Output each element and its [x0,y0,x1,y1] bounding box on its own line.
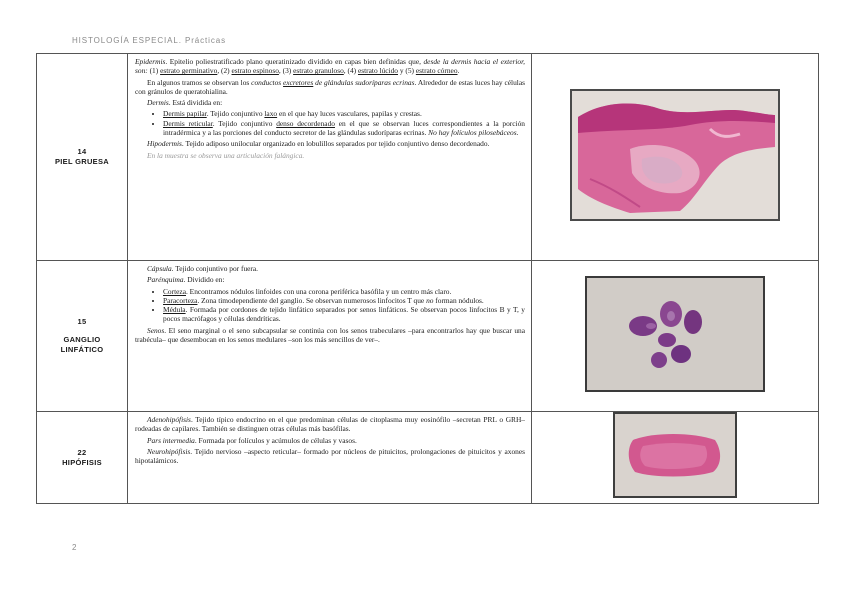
row-number: 14 [77,147,87,156]
senos-paragraph: Senos. El seno marginal o el seno subcapsular se continúa con los senos trabeculares –para encontrarlos hay que buscar una trabécula– que desembocan en los senos medulares –son los más sencillos de ver–. [135,325,525,345]
row-title: GANGLIO LINFÁTICO [60,335,104,354]
description-cell [128,261,532,412]
hipodermis-paragraph: Hipodermis. Tejido adiposo unilocular organizado en lobulillos separados por tejido conjuntivo denso decordenado. [147,139,490,149]
row-label-cell [37,261,128,412]
row-label-cell [37,412,128,504]
dermis-paragraph: Dermis. Está dividida en: [147,98,223,108]
running-header: HISTOLOGÍA ESPECIAL. Prácticas [72,36,227,45]
table-row [37,54,819,261]
row-label-cell [37,54,128,261]
description-cell [128,412,532,504]
tramos-paragraph: En algunos tramos se observan los conductos excretores de glándulas sudoríparas ecrinas. Alrededor de estas luces hay células con gránulos de queratohialina. [135,77,526,96]
image-cell [532,54,819,261]
row-number: 22 [77,447,87,457]
practice-table [36,53,819,504]
pars-paragraph: Pars intermedia. Formada por folículos y acúmulos de células y vasos. [147,435,357,445]
thick-skin-micrograph [570,89,780,221]
image-cell [532,412,819,504]
list-item: • Paracorteza. Zona timodependiente del ganglio. Se observan numerosos linfocitos T que no forman nódulos. [163,296,525,305]
sample-note: En la muestra se observa una articulación falángica. [147,150,305,160]
pituitary-slide [613,412,737,498]
row-title: HIPÓFISIS [62,457,102,467]
row-number: 15 [77,317,87,326]
list-item: • Dermis reticular. Tejido conjuntivo denso decordenado en el que se observan luces correspondientes a la porción intradérmica y a las porciones del conducto secretor de las glándulas sudoríparas ecrinas. No hay folículos pilosebáceos. [163,119,525,138]
epidermis-paragraph: Epidermis. Epitelio poliestratificado plano queratinizado dividido en capas bien definidas que, desde la dermis hacia el exterior, son: (1) estrato germinativo, (2) estrato espinoso, (3) estrato granuloso, (4) estrato lúcido y (5) estrato córneo. [135,57,526,76]
list-item: • Dermis papilar. Tejido conjuntivo laxo en el que hay luces vasculares, papilas y crestas. [163,109,525,118]
neurohipofisis-paragraph: Neurohipófisis. Tejido nervioso –aspecto reticular– formado por núcleos de pituicitos, prolongaciones de pituicitos y axones hipotalámicos. [135,446,525,466]
dermis-list [151,109,525,137]
lymph-node-slide [585,276,765,392]
image-cell [532,261,819,412]
description-cell [128,54,532,261]
adenohipofisis-paragraph: Adenohipófisis. Tejido típico endocrino en el que predominan células de citoplasma muy eosinófilo –secretan PRL o GRH– rodeadas de capilares. También se distinguen otras células más basófilas. [135,415,525,434]
table-row [37,261,819,412]
parenquima-list [151,287,525,324]
page-number: 2 [72,543,77,552]
row-title: PIEL GRUESA [54,157,109,166]
table-row [37,412,819,504]
list-item: • Corteza. Encontramos nódulos linfoides con una corona periférica basófila y un centro más claro. [163,287,525,296]
list-item: • Médula. Formada por cordones de tejido linfático separados por senos linfáticos. Se observan pocos linfocitos B y T, y pocos macrófagos y células dendríticas. [163,305,525,324]
parenquima-paragraph: Parénquima. Dividido en: [147,275,225,285]
capsula-paragraph: Cápsula. Tejido conjuntivo por fuera. [147,264,259,273]
